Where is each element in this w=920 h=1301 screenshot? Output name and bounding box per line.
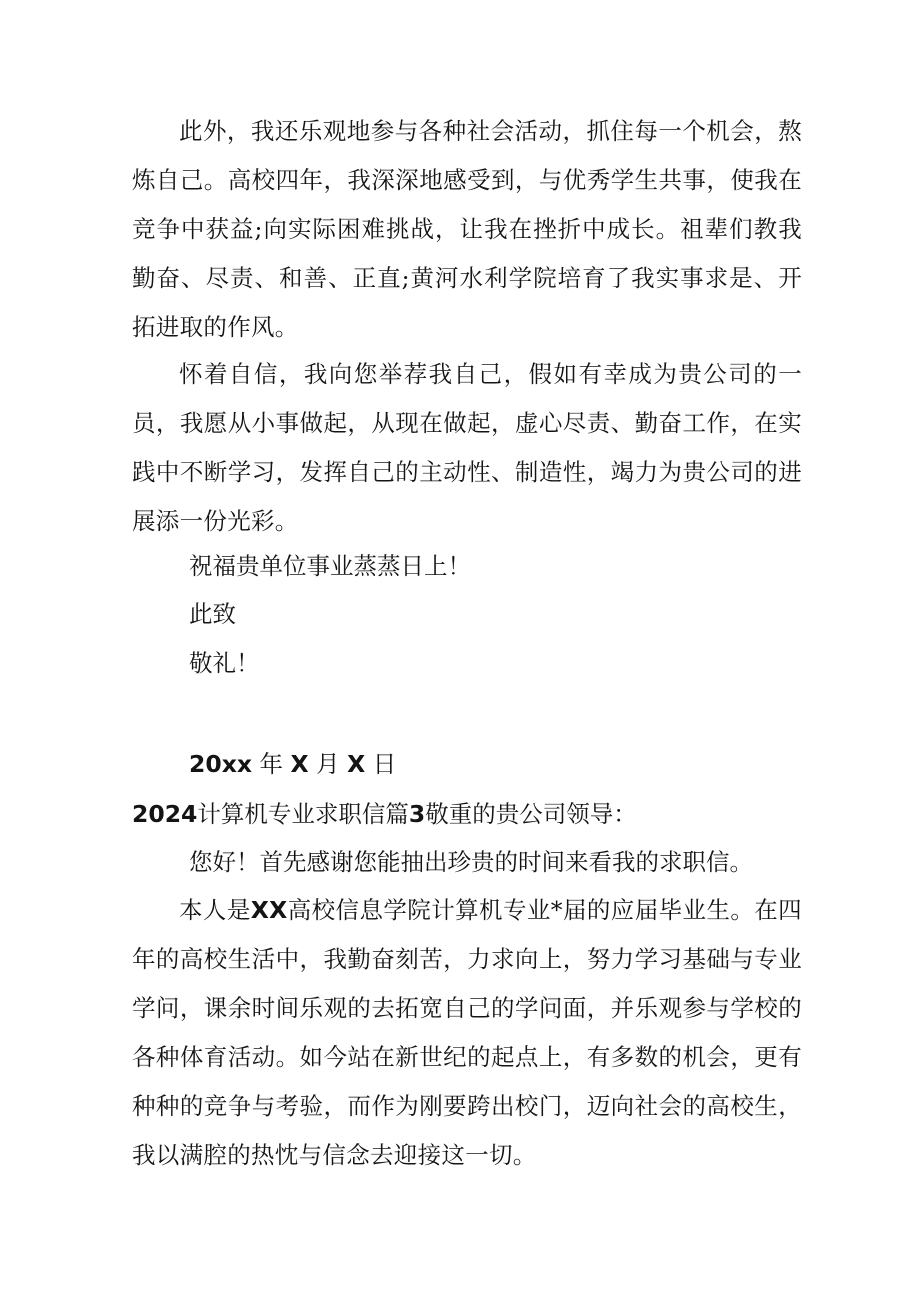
date-year: 20xx xyxy=(189,750,253,778)
paragraph-self-recommendation: 怀着自信，我向您举荐我自己，假如有幸成为贵公司的一员，我愿从小事做起，从现在做起，虚心尽责、勤奋工作，在实践中不断学习，发挥自己的主动性、制造性，竭力为贵公司的进展添一份光彩。 xyxy=(132,360,802,535)
closing-line-2: 敬礼！ xyxy=(189,649,260,677)
intro-school-abbr: XX xyxy=(250,896,288,924)
intro-prefix: 本人是 xyxy=(179,896,251,924)
paragraph-introduction xyxy=(132,886,802,1180)
greeting-line: 您好！首先感谢您能抽出珍贵的时间来看我的求职信。 xyxy=(189,848,753,876)
date-line xyxy=(132,740,869,789)
intro-suffix: 高校信息学院计算机专业*届的应届毕业生。在四年的高校生活中，我勤奋刻苦，力求向上，努力学习基础与专业学问，课余时间乐观的去拓宽自己的学问面，并乐观参与学校的各种体育活动。如今站在新世纪的起点上，有多数的机会，更有种种的竞争与考验，而作为刚要跨出校门，迈向社会的高校生，我以满腔的热忱与信念去迎接这一切。 xyxy=(132,896,802,1169)
letter-heading xyxy=(132,790,812,839)
blessing-line: 祝福贵单位事业蒸蒸日上！ xyxy=(189,552,471,580)
paragraph-activities: 此外，我还乐观地参与各种社会活动，抓住每一个机会，熬炼自己。高校四年，我深深地感受到，与优秀学生共事，使我在竞争中获益;向实际困难挑战，让我在挫折中成长。祖辈们教我勤奋、尽责、和善、正直;黄河水利学院培育了我实事求是、开拓进取的作风。 xyxy=(132,117,802,341)
date-day: X xyxy=(347,750,366,778)
date-month-char: 月 xyxy=(316,750,340,778)
date-year-char: 年 xyxy=(259,750,284,778)
heading-title-b: 敬重的贵公司领导： xyxy=(425,800,637,828)
heading-number: 3 xyxy=(408,800,426,828)
closing-line-1: 此致 xyxy=(189,600,236,628)
heading-year: 2024 xyxy=(132,800,198,828)
heading-title-a: 计算机专业求职信篇 xyxy=(197,800,409,828)
date-month: X xyxy=(290,750,309,778)
date-day-char: 日 xyxy=(372,750,397,778)
